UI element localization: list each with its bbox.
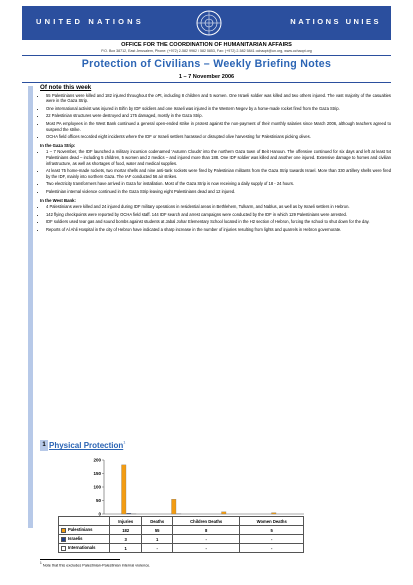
table-cell: 1 — [110, 544, 142, 553]
of-note-heading: Of note this week — [40, 84, 92, 91]
title-divider — [22, 82, 391, 83]
list-item: • IDF soldiers used tear gas and sound bombs against students at Jabal Johar Elementary School located in the H2 section of Hebron, forcing the school to shut down for the day. — [46, 219, 391, 225]
briefing-body — [40, 85, 391, 234]
table-cell: 1 — [142, 535, 173, 544]
nations-unies-label: NATIONS UNIES — [290, 17, 381, 26]
table-cell: - — [172, 535, 240, 544]
footnote-text: Note that this excludes Palestinian-Palestinian internal violence. — [42, 563, 151, 568]
table-header-cell: Women Deaths — [240, 517, 304, 526]
of-note-list — [40, 93, 391, 140]
legend-swatch — [61, 537, 66, 542]
y-tick-label: 150 — [93, 471, 101, 476]
y-tick-label: 50 — [95, 498, 101, 503]
section-title: Physical Protection — [49, 441, 124, 451]
list-item: • Most PA employees in the West Bank continued a general open-ended strike in protest against the non-payment of their monthly salaries since March 2006, although teachers agreed to suspend the strike. — [46, 121, 391, 132]
office-name: OFFICE FOR THE COORDINATION OF HUMANITARIAN AFFAIRS — [121, 42, 292, 48]
table-cell: - — [172, 544, 240, 553]
list-item: • 4 Palestinians were killed and 24 injured during IDF military operations in residential areas in Bethlehem, Tulkarm, and Nablus, as well as by Israeli settlers in Hebron. — [46, 204, 391, 210]
table-cell: - — [240, 544, 304, 553]
table-header-cell: Deaths — [142, 517, 173, 526]
un-emblem-icon — [194, 8, 224, 38]
table-corner-cell — [59, 517, 110, 526]
table-header-cell: Injuries — [110, 517, 142, 526]
west-bank-list — [40, 204, 391, 232]
contact-address: P.O. Box 38712, East Jerusalem, Phone: (+972) 2-582 9962 / 582 5853, Fax: (+972) 2-582 5841 ochaopt@un.org, www.ochaopt.org — [101, 49, 312, 53]
table-header-cell: Children Deaths — [172, 517, 240, 526]
un-header-bar — [22, 6, 391, 40]
bar-palestinians — [272, 513, 277, 514]
y-tick-label: 100 — [93, 484, 101, 490]
table-cell: 55 — [142, 526, 173, 535]
table-cell: - — [240, 535, 304, 544]
document-title: Protection of Civilians – Weekly Briefing Notes — [81, 58, 332, 70]
list-item: • One international activist was injured in Bil'in by IDF soldiers and one Israeli was injured in the Western Negev by a home-made rocket fired from the Gaza Strip. — [46, 106, 391, 112]
gaza-heading: In the Gaza Strip: — [40, 142, 76, 148]
series-name: Internationals — [68, 545, 96, 551]
table-row — [59, 544, 304, 553]
side-accent-bar — [28, 86, 33, 528]
table-row — [59, 535, 304, 544]
document-date: 1 – 7 November 2006 — [178, 74, 235, 80]
section-number: 1 — [40, 440, 48, 451]
gaza-list — [40, 149, 391, 194]
y-tick-label: 0 — [98, 511, 101, 517]
west-bank-heading: In the West Bank: — [40, 197, 76, 203]
legend-swatch — [61, 528, 66, 533]
table-cell: 182 — [110, 526, 142, 535]
footnote-number: 1 — [40, 561, 42, 565]
list-item: • 55 Palestinians were killed and 182 injured throughout the oPt, including 8 children and 5 women. One Israeli soldier was killed and two others injured. The vast majority of the casualties were in the Gaza Strip. — [46, 93, 391, 104]
bar-israelis — [127, 513, 132, 514]
table-row — [59, 526, 304, 535]
table-cell: 5 — [240, 526, 304, 535]
bar-palestinians — [222, 512, 227, 514]
series-label-israelis — [59, 535, 110, 544]
table-cell: - — [142, 544, 173, 553]
bar-palestinians — [122, 465, 127, 514]
series-name: Palestinians — [68, 527, 93, 533]
list-item: • Palestinian internal violence continued in the Gaza Strip leaving eight Palestinians dead and 12 injured. — [46, 189, 391, 195]
casualties-data-table — [58, 516, 304, 553]
list-item: • OCHA field offices recorded eight incidents where the IDF or Israeli settlers harassed or disrupted olive harvesting for Palestinians picking olives. — [46, 134, 391, 140]
list-item: • 142 flying checkpoints were reported by OCHA field staff. 144 IDF search and arrest campaigns were conducted by the IDF in which 129 Palestinians were arrested. — [46, 212, 391, 218]
list-item: • 1 – 7 November, the IDF launched a military incursion codenamed 'Autumn Clouds' into the northern Gaza town of Beit Hanoun. The offensive continued for six days and left at least 54 Palestinians dead – including 5 children, 5 women and 2 medics – and injured more than 188. One IDF soldier was killed and another one injured. Extensive damage to homes and civilian infrastructure, as well as shortages of food, water and medical supplies. — [46, 149, 391, 166]
table-cell: 3 — [110, 535, 142, 544]
united-nations-label: UNITED NATIONS — [36, 17, 144, 26]
bar-palestinians — [172, 499, 177, 514]
footnote-mark: 1 — [123, 439, 126, 445]
series-label-palestinians — [59, 526, 110, 535]
legend-swatch — [61, 546, 66, 551]
y-tick-label: 200 — [93, 457, 101, 463]
table-header-row — [59, 517, 304, 526]
list-item: • At least 75 home-made rockets, two mortar shells and nine anti-tank rockets were fired by Palestinian militants from the Gaza Strip towards Israel. More than 330 artillery shells were fired by the IDF, mainly into northern Gaza. The IAF conducted 56 air strikes. — [46, 168, 391, 179]
list-item: • Reports of Al Ahli Hospital in the city of Hebron have indicated a sharp increase in the number of injuries resulting from lights and quarrels in Hebron governorate. — [46, 227, 391, 233]
footnote-divider — [40, 559, 120, 560]
section-header — [40, 437, 125, 449]
series-label-internationals — [59, 544, 110, 553]
series-name: Israelis — [68, 536, 83, 542]
header-divider — [22, 55, 391, 56]
footnote — [40, 561, 150, 567]
list-item: • Two electricity transformers have arrived in Gaza for installation. Most of the Gaza Strip is now receiving a daily supply of 18 - 24 hours. — [46, 181, 391, 187]
table-cell: 8 — [172, 526, 240, 535]
list-item: • 22 Palestinian structures were destroyed and 175 damaged, mostly in the Gaza Strip. — [46, 113, 391, 119]
